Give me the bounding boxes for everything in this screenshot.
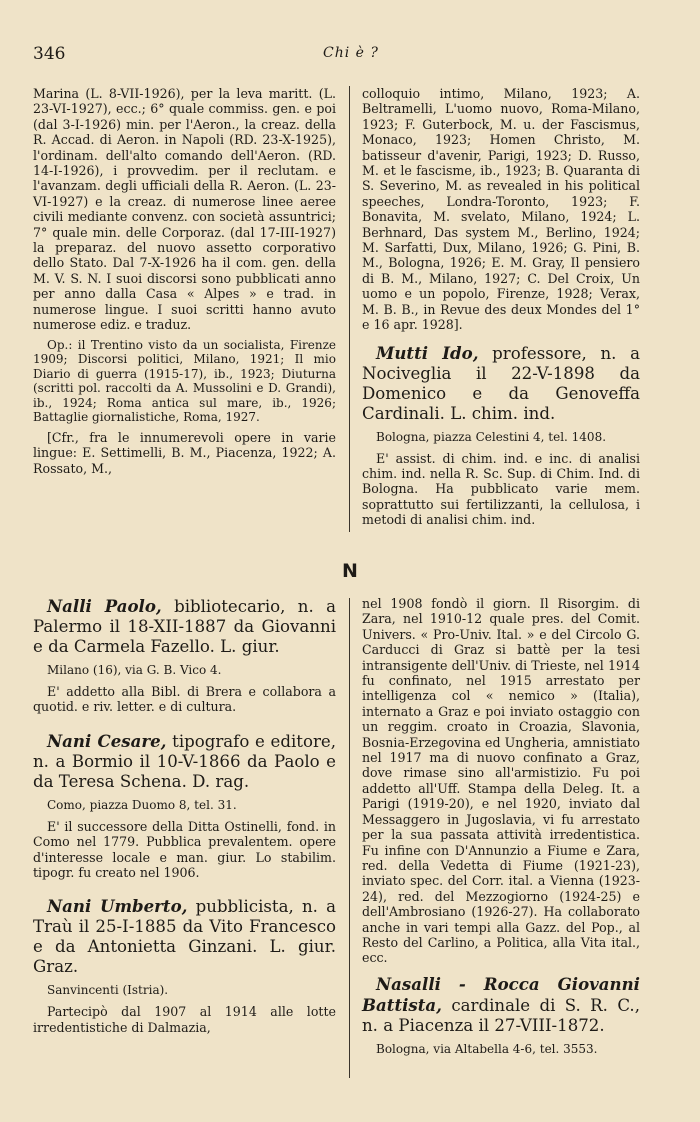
entry-address: Bologna, via Altabella 4-6, tel. 3553.	[376, 1041, 598, 1056]
column-rule-top	[349, 86, 350, 532]
entry-nasalli-rocca	[362, 974, 640, 1057]
page-header	[33, 44, 673, 66]
entry-name: Nasalli - Rocca Giovanni Battista,	[362, 973, 640, 1015]
entry-bio: E' assist. di chim. ind. e inc. di analisi chim. ind. nella R. Sc. Sup. di Chim. Ind. di Bologna. Ha pubblicato varie mem. soprattutto sui fertilizzanti, la cellulosa, i metodi di analisi chim. ind.	[362, 450, 640, 528]
entry-heading: bibliotecario, n. a Palermo il 18-XII-1887 da Giovanni e da Carmela Fazello. L. giur.	[33, 597, 336, 656]
entry-name: Nani Umberto,	[47, 896, 188, 917]
entry-name: Nalli Paolo,	[47, 596, 162, 616]
column-bottom-right	[362, 596, 640, 1063]
entry-heading: tipografo e editore, n. a Bormio il 10-V-1866 da Paolo e da Teresa Schena. D. rag.	[33, 731, 336, 791]
mussolini-references-continued: colloquio intimo, Milano, 1923; A. Beltramelli, L'uomo nuovo, Roma-Milano, 1923; F. Guterbock, M. u. der Fascismus, Monaco, 1923; Homen Christo, M. batisseur d'avenir, Parigi, 1923; D. Russo, M. et le fascisme, ib., 1923; B. Quaranta di S. Severino, M. as revealed in his political speeches, Londra-Toronto, 1923; F. Bonavita, M. svelato, Milano, 1924; L. Berhnard, Das system M., Berlino, 1924; M. Sarfatti, Dux, Milano, 1926; G. Pini, B. M., Bologna, 1926; E. M. Gray, Il pensiero di B. M., Milano, 1927; C. Del Croix, Un uomo e un popolo, Firenze, 1928; Verax, M. B. B., in Revue des deux Mondes del 1° e 16 apr. 1928].	[362, 86, 640, 333]
entry-bio: E' addetto alla Bibl. di Brera e collabora a quotid. e riv. letter. e di cultura.	[33, 684, 336, 715]
column-top-right	[362, 86, 640, 528]
column-bottom-left	[33, 596, 336, 1035]
entry-address: Sanvincenti (Istria).	[47, 983, 169, 998]
entry-heading: cardinale di S. R. C., n. a Piacenza il 27-VIII-1872.	[362, 995, 640, 1035]
entry-name: Nani Cesare,	[47, 730, 167, 751]
mussolini-works: Op.: il Trentino visto da un socialista, Firenze 1909; Discorsi politici, Milano, 1921; Il mio Diario di guerra (1915-17), ib., 1923; Diuturna (scritti pol. raccolti da A. Mussolini e D. Grandi), ib., 1924; Roma antica sul mare, ib., 1926; Battaglie giornalistiche, Roma, 1927.	[33, 337, 336, 425]
entry-mutti-ido	[362, 343, 640, 528]
entry-address: Milano (16), via G. B. Vico 4.	[47, 663, 222, 677]
entry-nalli-paolo	[33, 596, 336, 715]
mussolini-references: [Cfr., fra le innumerevoli opere in varie lingue: E. Settimelli, B. M., Piacenza, 1922; A. Rossato, M.,	[33, 430, 336, 476]
entry-name: Mutti Ido,	[376, 342, 479, 363]
entry-bio: Partecipò dal 1907 al 1914 alle lotte irredentistiche di Dalmazia,	[33, 1004, 336, 1035]
running-title: Chi è ?	[323, 45, 379, 61]
entry-heading: professore, n. a Nociveglia il 22-V-1898 da Domenico e da Genoveffa Cardinali. L. chim. ind.	[362, 343, 640, 423]
entry-address: Bologna, piazza Celestini 4, tel. 1408.	[376, 429, 607, 444]
entry-nani-cesare	[33, 731, 336, 881]
nani-umberto-bio-continued: nel 1908 fondò il giorn. Il Risorgim. di Zara, nel 1910-12 quale pres. del Comit. Univers. « Pro-Univ. Ital. » e del Circolo G. Carducci di Graz si battè per la tesi intransigente dell'Univ. di Trieste, nel 1914 fu confinato, nel 1915 arrestato per intelligenza col « nemico » (Italia), internato a Graz e poi inviato ostaggio con un reggim. croato in Croazia, Slavonia, Bosnia-Erzegovina ed Ungheria, amnistiato nel 1917 ma di nuovo confinato a Graz, dove rimase sino all'armistizio. Fu poi addetto all'Uff. Stampa della Deleg. It. a Parigi (1919-20), e nel 1920, inviato dal Messaggero in Jugoslavia, vi fu arrestato per la sua passata attività irredentistica. Fu infine con D'Annunzio a Fiume e Zara, red. della Vedetta di Fiume (1921-23), inviato spec. del Corr. ital. a Vienna (1923-24), red. del Mezzogiorno (1924-25) e dell'Ambrosiano (1926-27). Ha collaborato anche in vari tempi alla Gazz. del Pop., al Resto del Carlino, a Politica, alla Vita ital., ecc.	[362, 596, 640, 966]
section-letter: N	[342, 560, 358, 582]
page-number: 346	[33, 44, 66, 64]
column-top-left	[33, 86, 336, 476]
mussolini-bio-continued: Marina (L. 8-VII-1926), per la leva maritt. (L. 23-VI-1927), ecc.; 6° quale commiss. gen. e poi (dal 3-I-1926) min. per l'Aeron., la creaz. della R. Accad. di Aeron. in Napoli (RD. 23-X-1925), l'ordinam. dell'alto comando dell'Aeron. (RD. 14-I-1926), i provvedim. per il reclutam. e l'avanzam. degli ufficiali della R. Aeron. (L. 23-VI-1927) e la creaz. di numerose linee aeree civili mediante convenz. con società assuntrici; 7° quale min. delle Corporaz. (dal 17-III-1927) la preparaz. del nuovo assetto corporativo dello Stato. Dal 7-X-1926 ha il com. gen. della M. V. S. N. I suoi discorsi sono pubblicati anno per anno dalla Casa « Alpes » e trad. in numerose lingue. I suoi scritti hanno avuto numerose ediz. e traduz.	[33, 86, 336, 333]
entry-address: Como, piazza Duomo 8, tel. 31.	[47, 797, 237, 812]
entry-heading: pubblicista, n. a Traù il 25-I-1885 da Vito Francesco e da Antonietta Ginzani. L. giur. Graz.	[33, 897, 336, 977]
entry-bio: E' il successore della Ditta Ostinelli, fond. in Como nel 1779. Pubblica prevalentem. opere d'interesse locale e man. giur. Lo stabilim. tipogr. fu creato nel 1906.	[33, 818, 336, 881]
entry-nani-umberto	[33, 896, 336, 1035]
column-rule-bottom	[349, 598, 350, 1078]
